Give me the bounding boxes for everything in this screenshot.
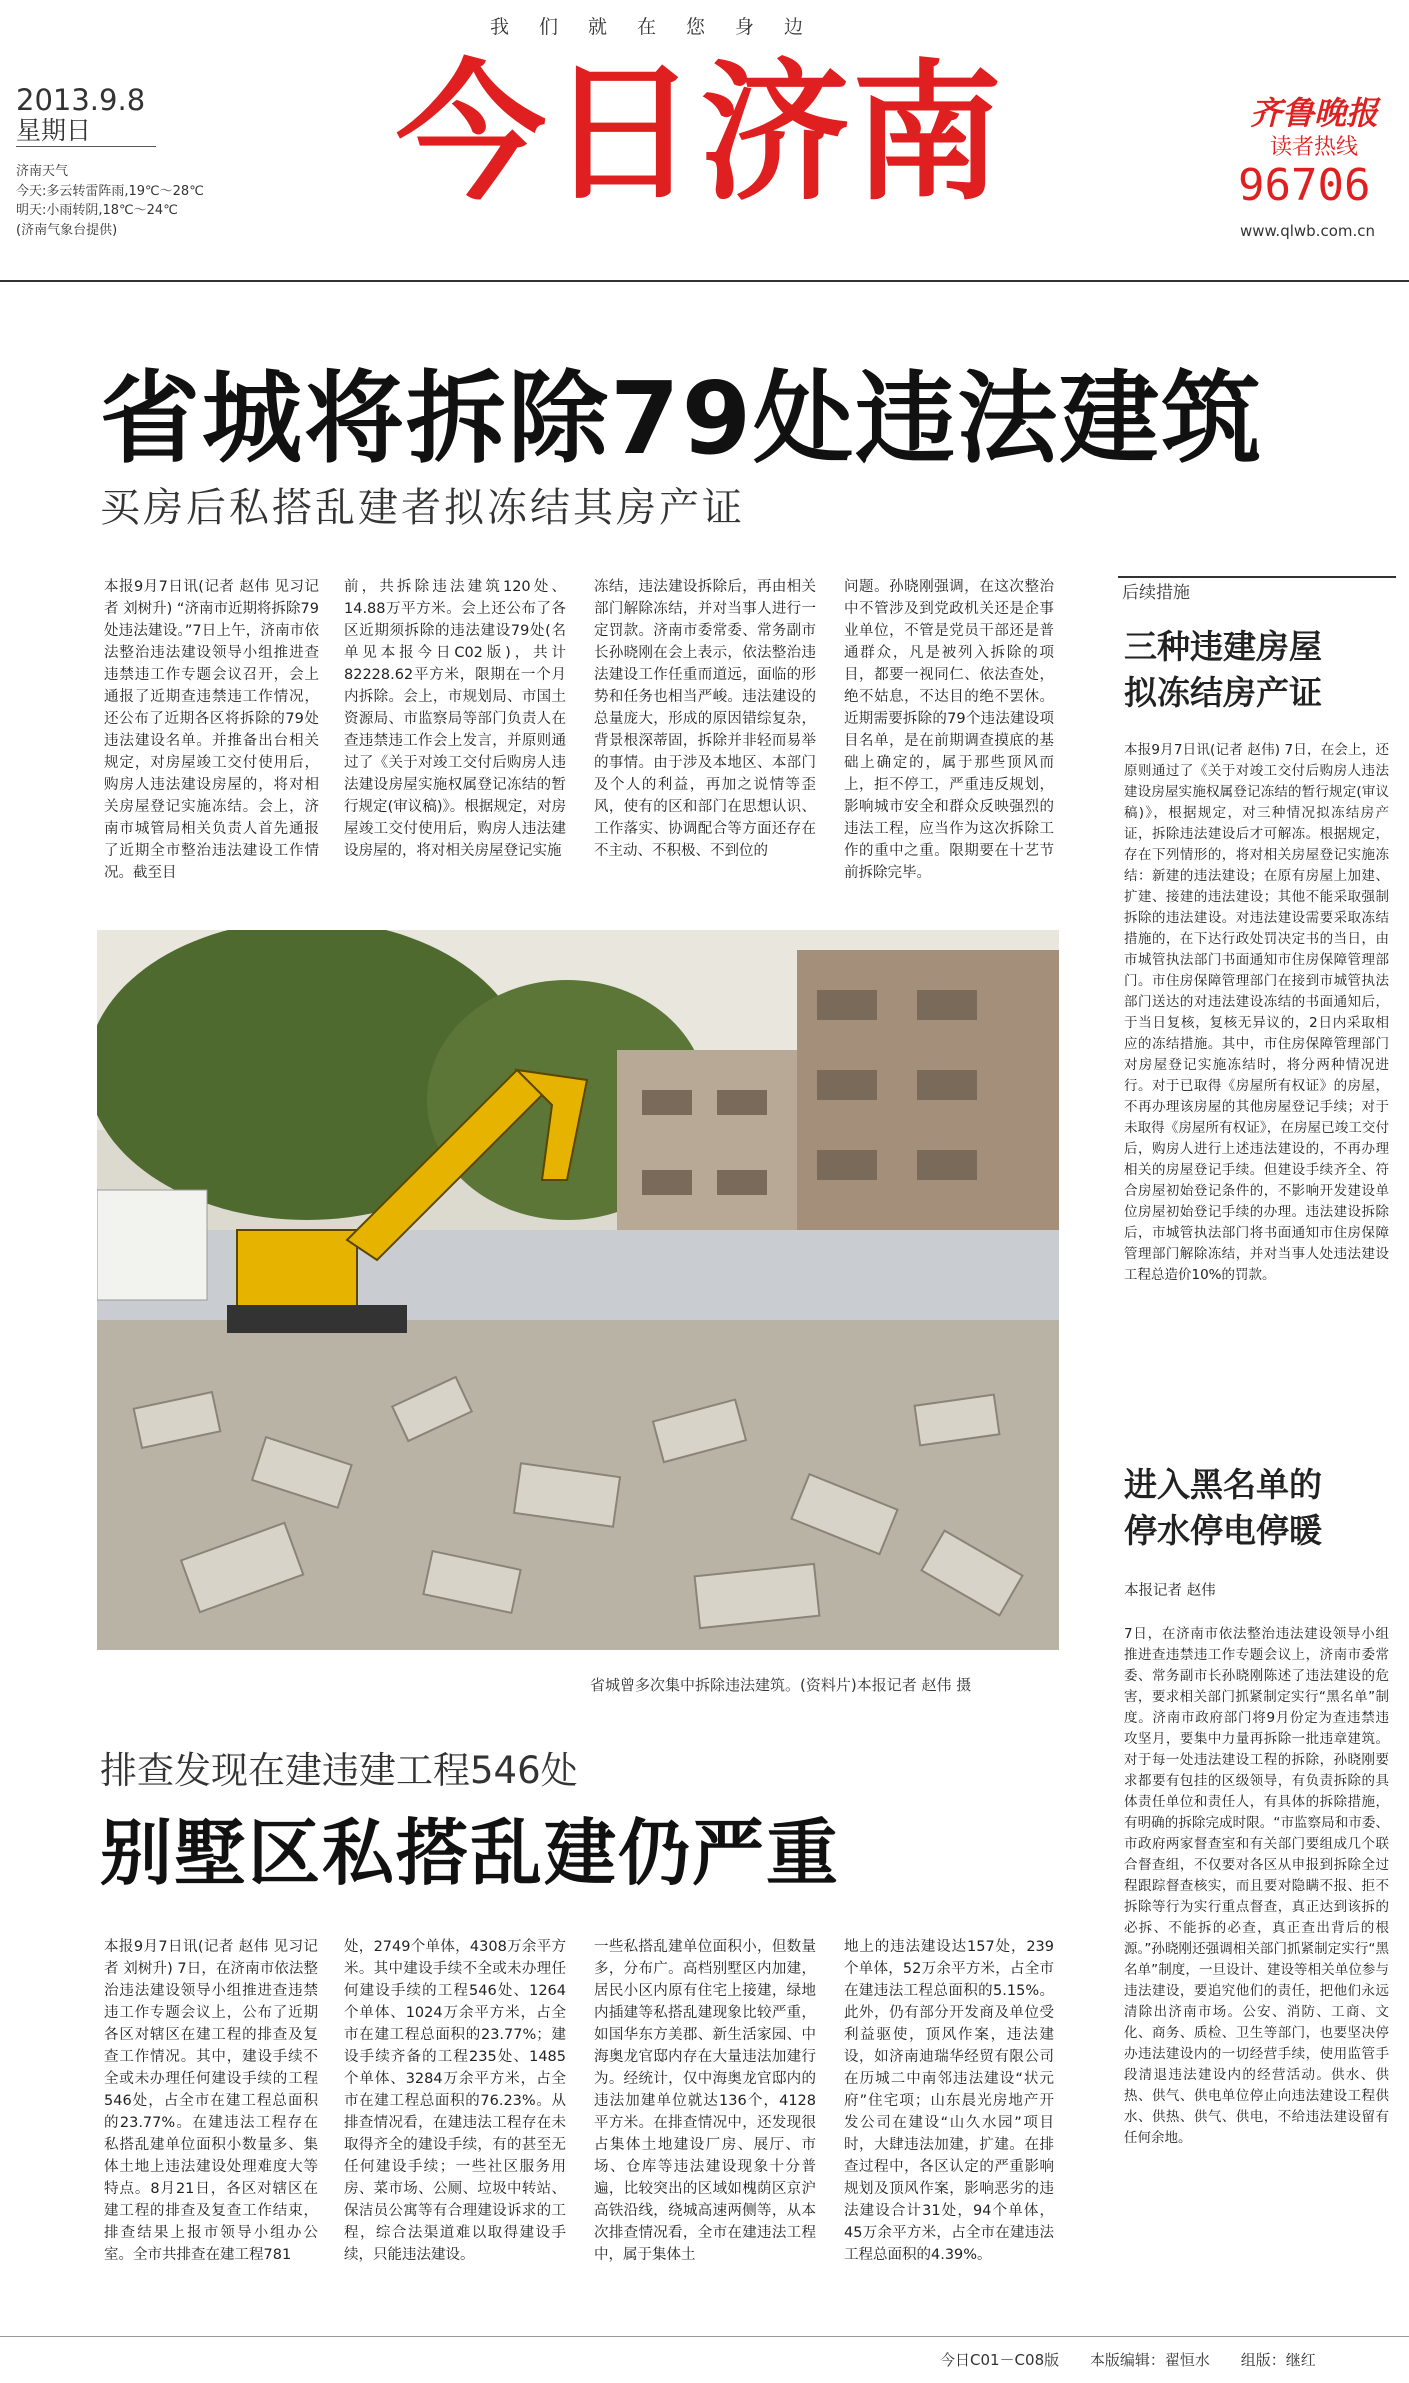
- lead-headline: 省城将拆除79处违法建筑: [100, 360, 1264, 477]
- weather-source: (济南气象台提供): [16, 222, 118, 238]
- weather-panel: [16, 162, 204, 240]
- footer: [940, 2349, 1342, 2370]
- footer-layout: 组版：继红: [1240, 2351, 1316, 2369]
- second-article-col3: 一些私搭乱建单位面积小，但数量多，分布广。高档别墅区内加建，居民小区内原有住宅上接建，绿地内插建等私搭乱建现象比较严重，如国华东方美郡、新生活家园、中海奥龙官邸内存在大量违法加建行为。经统计，仅中海奥龙官邸内的违法加建单位就达136个，4128平方米。在排查情况中，还发现很占集体土地建设厂房、展厅、市场、仓库等违法建设现象十分普遍，比较突出的区域如槐荫区京沪高铁沿线，绕城高速两侧等，从本次排查情况看，全市在建违法工程中，属于集体土: [594, 1939, 816, 2263]
- issue-weekday: 星期日: [16, 117, 156, 147]
- demolition-photo: [97, 930, 1059, 1650]
- weather-tomorrow: 明天:小雨转阴,18℃～24℃: [16, 203, 178, 218]
- sidebar-article-1: 本报9月7日讯(记者 赵伟) 7日，在会上，还原则通过了《关于对竣工交付后购房人违法建设房屋实施权属登记冻结的暂行规定(审议稿)》，根据规定，对三种情况拟冻结房产证，拆除违法建设后才可解冻。根据规定，存在下列情形的，将对相关房屋登记实施冻结：新建的违法建设；在原有房屋上加建、扩建、接建的违法建设；其他不能采取强制拆除的违法建设。对违法建设需要采取冻结措施的，在下达行政处罚决定书的当日，由市城管执法部门书面通知市住房保障管理部门。市住房保障管理部门在接到市城管执法部门送达的对违法建设冻结的书面通知后，于当日复核，复核无异议的，2日内采取相应的冻结措施。其中，市住房保障管理部门对房屋登记实施冻结时，将分两种情况进行。对于已取得《房屋所有权证》的房屋，不再办理该房屋的其他房屋登记手续；对于未取得《房屋所有权证》，在房屋已竣工交付后，购房人进行上述违法建设的，不再办理相关的房屋登记手续。但建设手续齐全、符合房屋初始登记条件的，不影响开发建设单位房屋初始登记手续的办理。违法建设拆除后，市城管执法部门将书面通知市住房保障管理部门解除冻结，并对当事人处违法建设工程总造价10%的罚款。: [1124, 742, 1389, 1283]
- sidebar-headline-1-line1: 三种违建房屋: [1124, 627, 1322, 666]
- lead-article-col4: 问题。孙晓刚强调，在这次整治中不管涉及到党政机关还是企事业单位，不管是党员干部还是普通群众，凡是被列入拆除的项目，都要一视同仁、依法查处，绝不姑息，不达目的绝不罢休。近期需要拆除的79个违法建设项目名单，是在前期调查摸底的基础上确定的，属于那些顶风而上，拒不停工，严重违反规划，影响城市安全和群众反映强烈的违法工程，应当作为这次拆除工作的重中之重。限期要在十艺节前拆除完毕。: [844, 579, 1054, 881]
- second-article-col4: 地上的违法建设达157处，239个单体，52万余平方米，占全市在建违法工程总面积的5.15%。此外，仍有部分开发商及单位受利益驱使，顶风作案，违法建设，如济南迪瑞华经贸有限公司在历城二中南邻违法建设“状元府”住宅项；山东晨光房地产开发公司在建设“山久水园”项目时，大肆违法加建，扩建。在排查过程中，各区认定的严重影响规划及顶风作案，影响恶劣的违法建设合计31处，94个单体，45万余平方米，占全市在建违法工程总面积的4.39%。: [844, 1939, 1054, 2263]
- second-subhead: 排查发现在建违建工程546处: [100, 1749, 578, 1792]
- sidebar-headline-2-line1: 进入黑名单的: [1124, 1465, 1322, 1504]
- weather-today: 今天:多云转雷阵雨,19℃～28℃: [16, 183, 204, 199]
- lead-article-col3: 冻结，违法建设拆除后，再由相关部门解除冻结，并对当事人进行一定罚款。济南市委常委、常务副市长孙晓刚在会上表示，依法整治违法建设工作任重而道远，面临的形势和任务也相当严峻。违法建设的总量庞大，形成的原因错综复杂，背景根深蒂固，拆除并非轻而易举的事情。由于涉及本地区、本部门及个人的利益，再加之说情等歪风，使有的区和部门在思想认识、工作落实、协调配合等方面还存在不主动、不积极、不到位的: [594, 579, 816, 859]
- sidebar-headline-2-line2: 停水停电停暖: [1124, 1511, 1322, 1550]
- sidebar-headline-1-line2: 拟冻结房产证: [1124, 673, 1322, 712]
- second-article-col1: 本报9月7日讯(记者 赵伟 见习记者 刘树升) 7日，在济南市依法整治违法建设领导小组推进查违禁违工作专题会议上，公布了近期各区对辖区在建工程的排查及复查工作情况。其中，建设手续不全或未办理任何建设手续的工程546处，占全市在建工程总面积的23.77%。在建违法工程存在私搭乱建单位面积小数量多、集体土地上违法建设处理难度大等特点。8月21日，各区对辖区在建工程的排查及复查工作结束，排查结果上报市领导小组办公室。全市共排查在建工程781: [104, 1939, 318, 2263]
- footer-divider: [0, 2336, 1409, 2337]
- issue-date: 2013.9.8: [16, 83, 146, 117]
- sidebar-headline-2: [1124, 1462, 1389, 1554]
- masthead-title: 今日济南: [395, 45, 1004, 221]
- second-headline: 别墅区私搭乱建仍严重: [100, 1811, 841, 1895]
- hotline-label: 读者热线: [1270, 135, 1359, 160]
- photo-caption: 省城曾多次集中拆除违法建筑。(资料片)本报记者 赵伟 摄: [590, 1676, 972, 1694]
- masthead-divider: [0, 280, 1409, 282]
- footer-pages: 今日C01－C08版: [940, 2351, 1060, 2369]
- newspaper-logo: 齐鲁晚报: [1250, 94, 1379, 132]
- lead-article-col1: 本报9月7日讯(记者 赵伟 见习记者 刘树升) “济南市近期将拆除79处违法建设。”7日上午，济南市依法整治违法建设领导小组推进查违禁违工作专题会议召开，会上通报了近期查违禁违工作情况，还公布了近期各区将拆除的79处违法建设名单。并推备出台相关规定，对房屋竣工交付使用后，购房人违法建设房屋的，将对相关房屋登记实施冻结。会上，济南市城管局相关负责人首先通报了近期全市整治违法建设工作情况。截至目: [104, 579, 319, 881]
- footer-editor: 本版编辑：翟恒水: [1089, 2351, 1210, 2369]
- sidebar-byline: 本报记者 赵伟: [1124, 1583, 1216, 1599]
- sidebar-article-2: 7日，在济南市依法整治违法建设领导小组推进查违禁违工作专题会议上，济南市委常委、常务副市长孙晓刚陈述了违法建设的危害，要求相关部门抓紧制定实行“黑名单”制度。济南市政府部门将9月份定为查违禁违攻坚月，要集中力量再拆除一批违章建筑。对于每一处违法建设工程的拆除，孙晓刚要求都要有包挂的区级领导，有负责拆除的具体责任单位和责任人，有具体的拆除措施，有明确的拆除完成时限。“市监察局和市委、市政府两家督查室和有关部门要组成几个联合督查组，不仅要对各区从申报到拆除全过程跟踪督查核实，而且要对隐瞒不报、拒不拆除等行为实行重点督查，真正达到该拆的必拆、不能拆的必查，真正查出背后的根源。”孙晓刚还强调相关部门抓紧制定实行“黑名单”制度，一旦设计、建设等相关单位参与违法建设，要追究他们的责任，把他们永远清除出济南市场。公安、消防、工商、文化、商务、质检、卫生等部门，也要坚决停办违法建设内的一切经营手续，使用监管手段清退违法建设内的经营活动。供水、供热、供气、供电单位停止向违法建设工程供水、供热、供气、供电，不给违法建设留有任何余地。: [1124, 1626, 1389, 2146]
- hotline-number: 96706: [1238, 160, 1371, 211]
- lead-article-col2: 前，共拆除违法建筑120处、14.88万平方米。会上还公布了各区近期须拆除的违法建设79处(名单见本报今日C02版)，共计82228.62平方米，限期在一个月内拆除。会上，市规划局、市国土资源局、市监察局等部门负责人在查违禁违工作会上发言，并原则通过了《关于对竣工交付后购房人违法建设房屋实施权属登记冻结的暂行规定(审议稿)》。根据规定，对房屋竣工交付使用后，购房人违法建设房屋的，将对相关房屋登记实施: [344, 579, 566, 859]
- weather-title: 济南天气: [16, 164, 69, 179]
- slogan: 我们就在您身边: [490, 16, 834, 38]
- sidebar-headline-1: [1124, 624, 1389, 716]
- date-block: [16, 84, 156, 147]
- sidebar-tag: 后续措施: [1118, 576, 1396, 604]
- website-link[interactable]: www.qlwb.com.cn: [1240, 222, 1375, 240]
- lead-subhead: 买房后私搭乱建者拟冻结其房产证: [100, 485, 745, 531]
- second-article-col2: 处，2749个单体，4308万余平方米。其中建设手续不全或未办理任何建设手续的工程546处、1264个单体、1024万余平方米，占全市在建工程总面积的23.77%；建设手续齐备的工程235处、1485个单体、3284万余平方米，占全市在建工程总面积的76.23%。从排查情况看，在建违法工程存在未取得齐全的建设手续，有的甚至无任何建设手续；一些社区服务用房、菜市场、公厕、垃圾中转站、保洁员公寓等有合理建设诉求的工程，综合法渠道难以取得建设手续，只能违法建设。: [344, 1939, 566, 2263]
- demolition-photo-illustration: [97, 930, 1059, 1650]
